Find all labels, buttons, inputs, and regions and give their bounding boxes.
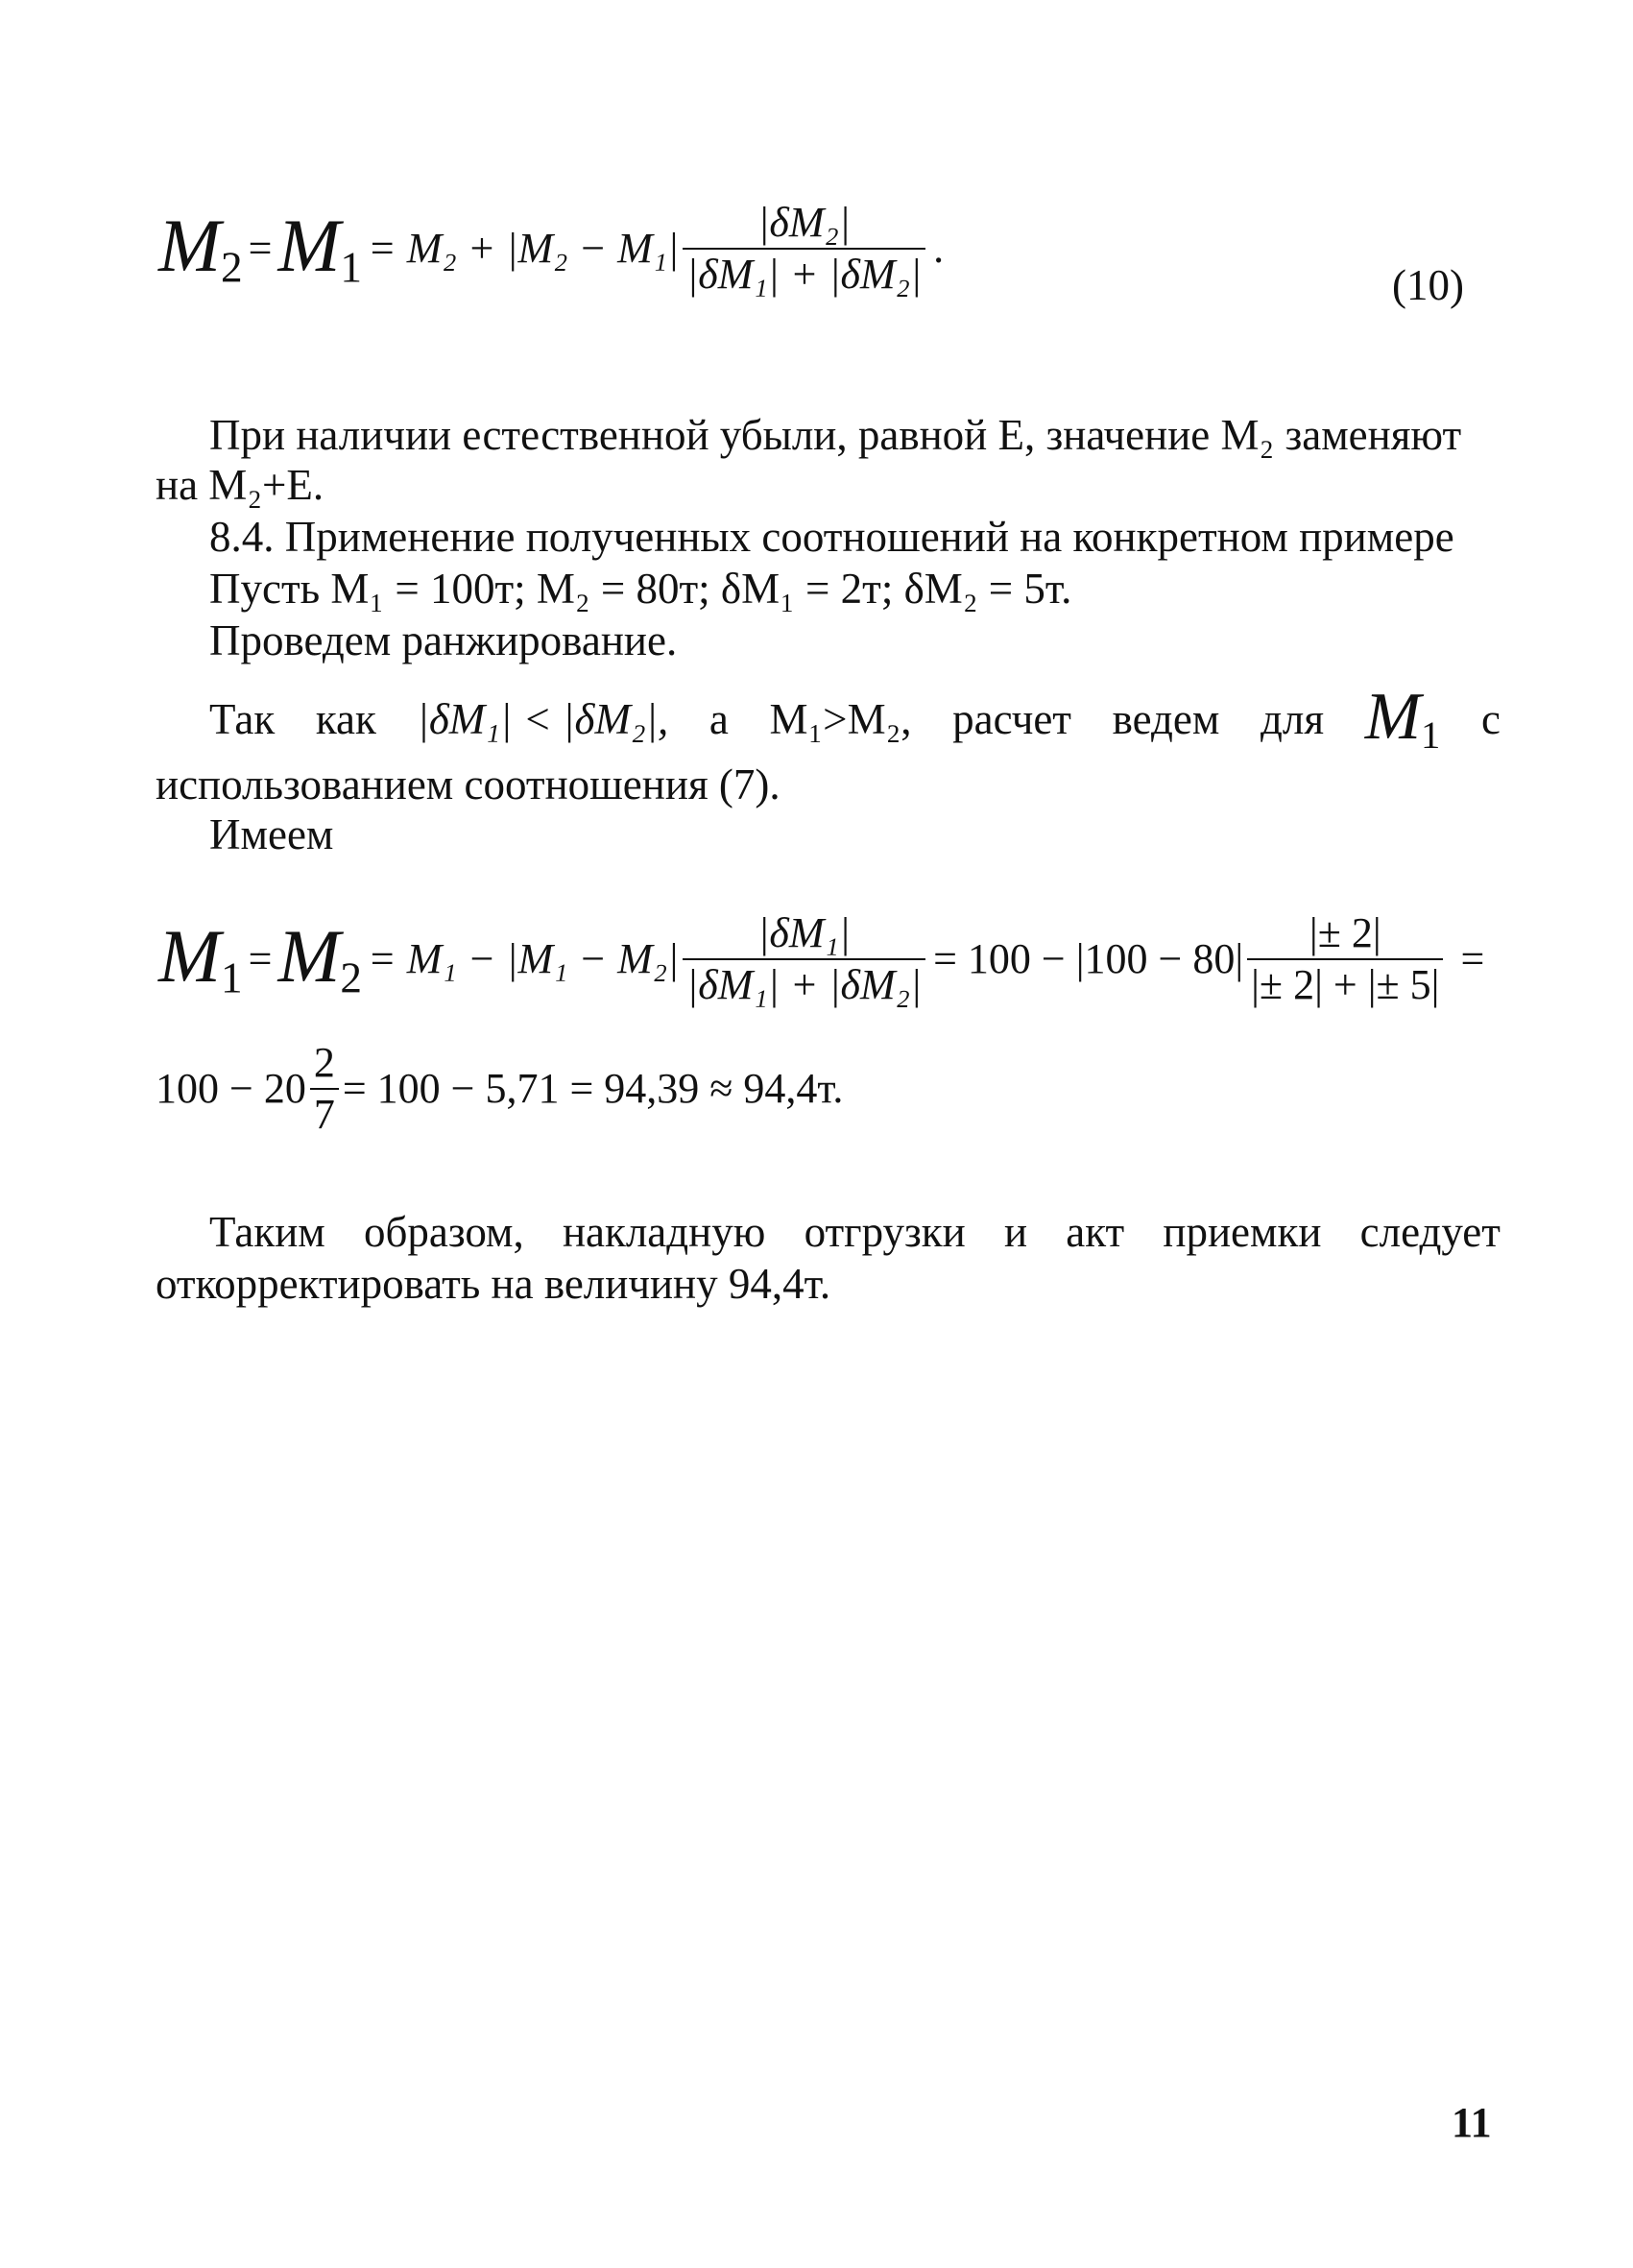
paragraph-line: При наличии естественной убыли, равной Е, значение M₂ заменяют bbox=[209, 411, 1462, 459]
calc-expr2: = 100 − |100 − 80| bbox=[933, 935, 1244, 982]
word: с bbox=[1480, 695, 1501, 744]
formula10-period: . bbox=[933, 225, 945, 272]
givens-line: Пусть M₁ = 100т; M₂ = 80т; δM₁ = 2т; δM₂ = 5т. bbox=[209, 565, 1072, 613]
calc-fraction-2 bbox=[1247, 909, 1443, 1008]
calc-num2: |± 2| bbox=[1309, 909, 1381, 956]
calc-den1: |δM₁| + |δM₂| bbox=[686, 961, 923, 1008]
word: для bbox=[1260, 695, 1325, 744]
word: и bbox=[1003, 1208, 1028, 1256]
word: расчет bbox=[952, 695, 1071, 744]
result-den: 7 bbox=[313, 1091, 335, 1138]
condition: M₁>M₂, bbox=[769, 695, 912, 744]
formula-10 bbox=[158, 199, 945, 298]
calc-tail: = bbox=[1460, 935, 1485, 982]
variable-m1: $M_1$ bbox=[1364, 680, 1441, 758]
word: приемки bbox=[1163, 1208, 1322, 1256]
calc-lhs-a: $M_1$ bbox=[158, 913, 243, 1002]
word: ведем bbox=[1112, 695, 1220, 744]
formula-number: (10) bbox=[1392, 261, 1464, 309]
conclusion-line-2: откорректировать на величину 94,4т. bbox=[156, 1260, 831, 1308]
formula-result bbox=[156, 1039, 844, 1138]
formula-calc bbox=[158, 909, 1485, 1008]
calc-num1: |δM₁| bbox=[757, 909, 851, 956]
since-line-2: использованием соотношения (7). bbox=[156, 760, 780, 808]
since-line bbox=[209, 680, 1501, 758]
formula10-fraction bbox=[683, 199, 925, 298]
word: а bbox=[708, 695, 729, 744]
formula10-numerator: |δM₂| bbox=[757, 199, 851, 246]
calc-fraction-1 bbox=[683, 909, 925, 1008]
word: Таким bbox=[209, 1208, 325, 1256]
formula10-expr: = M₂ + |M₂ − M₁| bbox=[368, 225, 680, 272]
word: как bbox=[315, 695, 376, 744]
inequality: |δM₁| < |δM₂|, bbox=[417, 695, 669, 744]
result-suffix: = 100 − 5,71 = 94,39 ≈ 94,4т. bbox=[342, 1065, 844, 1112]
result-fraction bbox=[310, 1039, 339, 1138]
formula10-lhs-a: $M_2$ bbox=[158, 203, 243, 292]
formula10-lhs-b: $M_1$ bbox=[277, 203, 363, 292]
calc-den2: |± 2| + |± 5| bbox=[1251, 961, 1440, 1008]
equals-sign: = bbox=[248, 935, 273, 982]
we-have: Имеем bbox=[209, 810, 334, 858]
section-heading: 8.4. Применение полученных соотношений на конкретном примере bbox=[209, 513, 1454, 561]
page-number: 11 bbox=[1452, 2099, 1492, 2146]
formula10-denominator: |δM₁| + |δM₂| bbox=[686, 251, 923, 298]
result-num: 2 bbox=[313, 1039, 335, 1086]
paragraph-line: на M₂+E. bbox=[156, 461, 324, 509]
word: следует bbox=[1359, 1208, 1501, 1256]
result-prefix: 100 − 20 bbox=[156, 1065, 306, 1112]
equals-sign: = bbox=[248, 225, 273, 272]
word: отгрузки bbox=[804, 1208, 966, 1256]
ranking-line: Проведем ранжирование. bbox=[209, 616, 678, 664]
calc-lhs-b: $M_2$ bbox=[277, 913, 363, 1002]
conclusion-line-1 bbox=[209, 1206, 1501, 1258]
calc-expr1: = M₁ − |M₁ − M₂| bbox=[368, 935, 680, 982]
word: накладную bbox=[562, 1208, 766, 1256]
word: Так bbox=[209, 695, 276, 744]
word: акт bbox=[1066, 1208, 1125, 1256]
word: образом, bbox=[363, 1208, 524, 1256]
